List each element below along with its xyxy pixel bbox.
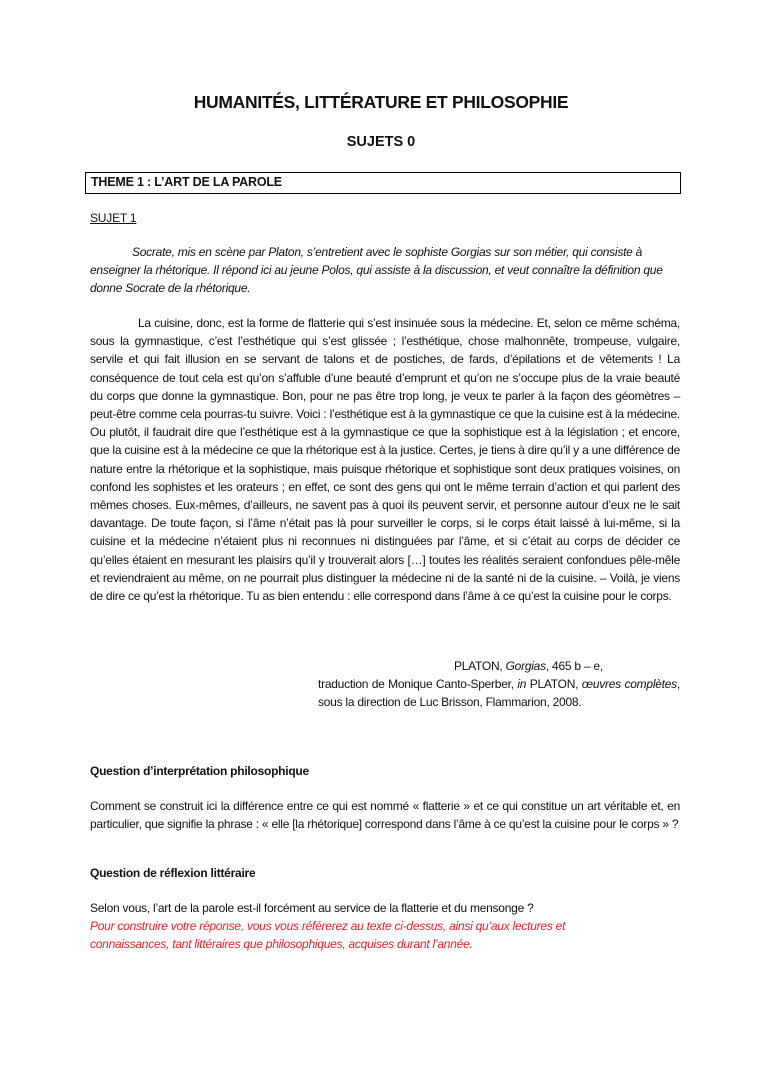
intro-text: Socrate, mis en scène par Platon, s’entretient avec le sophiste Gorgias sur son métier, qui consiste à enseigner la rhétorique. Il répond ici au jeune Polos, qui assiste à la discussion, et veut connaître la définition que donne Socrate de la rhétorique. bbox=[90, 245, 663, 296]
theme-heading: THEME 1 : L’ART DE LA PAROLE bbox=[91, 175, 282, 189]
theme-box bbox=[85, 172, 681, 194]
question-2-heading: Question de réflexion littéraire bbox=[90, 866, 256, 880]
question-1-heading: Question d’interprétation philosophique bbox=[90, 764, 309, 778]
citation-work: Gorgias bbox=[505, 659, 546, 673]
citation-ref: , 465 b – e, bbox=[545, 659, 603, 673]
intro-paragraph bbox=[90, 243, 680, 298]
document-title: HUMANITÉS, LITTÉRATURE ET PHILOSOPHIE bbox=[193, 92, 569, 112]
question-2-text: Selon vous, l’art de la parole est-il forcément au service de la flatterie et du mensonge ? bbox=[90, 901, 534, 915]
question-2-block bbox=[90, 899, 680, 954]
instruction-line-1: Pour construire votre réponse, vous vous référerez au texte ci-dessus, ainsi qu’aux lectures et bbox=[90, 919, 566, 934]
excerpt-body bbox=[90, 314, 680, 605]
excerpt-paragraph: La cuisine, donc, est la forme de flatterie qui s’est insinuée sous la médecine. Et, selon ce même schéma, sous la gymnastique, c’est l’esthétique qui s’est glissée ; l’esthétique, chose malhonnête, trompeuse, vulgaire, servile et qui fait illusion en se servant de talons et de postiches, de fards, d’épilations et de vêtements ! La conséquence de tout cela est qu’on s’affuble d’une beauté d’emprunt et qu’on ne s’occupe plus de la vraie beauté du corps que donne la gymnastique. Bon, pour ne pas être trop long, je veux te parler à la façon des géomètres – peut-être comme cela pourras-tu suivre. Voici : l’esthétique est à la gymnastique ce que la cuisine est à la médecine. Ou plutôt, il faudrait dire que l’esthétique est à la gymnastique ce que la sophistique est à la législation ; et encore, que la cuisine est à la médecine ce que la rhétorique est à la justice. Certes, je tiens à dire qu’il y a une différence de nature entre la rhétorique et la sophistique, mais puisque rhétorique et sophistique sont deux pratiques voisines, on confond les sophistes et les orateurs ; en effet, ce sont des gens qui ont le même terrain d’action et qui parlent des mêmes choses. Eux-mêmes, d’ailleurs, ne savent pas à quoi ils peuvent servir, et personne autour d’eux ne le sait davantage. De toute façon, si l’âme n’était pas là pour surveiller le corps, si le corps était laissé à lui-même, si la cuisine et la médecine n’étaient plus ni reconnues ni distinguées par l’âme, et si c’était au corps de décider ce qu’elles étaient en mesurant les plaisirs qu’il y trouverait alors […] toutes les réalités seraient confondues pêle-mêle et reviendraient au même, on ne pourrait plus distinguer la médecine ni de la santé ni de la cuisine. – Voilà, je viens de dire ce qu’est la rhétorique. Tu as bien entendu : elle correspond dans l’âme à ce qu’est la cuisine pour le corps. bbox=[90, 316, 680, 604]
citation-author: PLATON, bbox=[454, 659, 506, 673]
question-1-text: Comment se construit ici la différence entre ce qui est nommé « flatterie » et ce qui constitue un art véritable et, en particulier, que signifie la phrase : « elle [la rhétorique] correspond dans l’âme à ce qu’est la cuisine pour le corps » ? bbox=[90, 799, 680, 832]
instruction-line-2: connaissances, tant littéraires que philosophiques, acquises durant l’année. bbox=[90, 937, 473, 952]
document-subtitle: SUJETS 0 bbox=[346, 134, 416, 150]
citation-in: in bbox=[517, 677, 527, 692]
citation bbox=[318, 657, 680, 712]
sujet-label: SUJET 1 bbox=[90, 211, 137, 225]
citation-collection: œuvres complètes bbox=[581, 677, 677, 692]
citation-line-1 bbox=[318, 657, 680, 675]
citation-translation: traduction de Monique Canto-Sperber, bbox=[318, 677, 518, 692]
citation-publisher: , sous la direction de Luc Brisson, Flammarion, 2008. bbox=[318, 677, 681, 710]
citation-in-author: PLATON, bbox=[526, 677, 582, 692]
